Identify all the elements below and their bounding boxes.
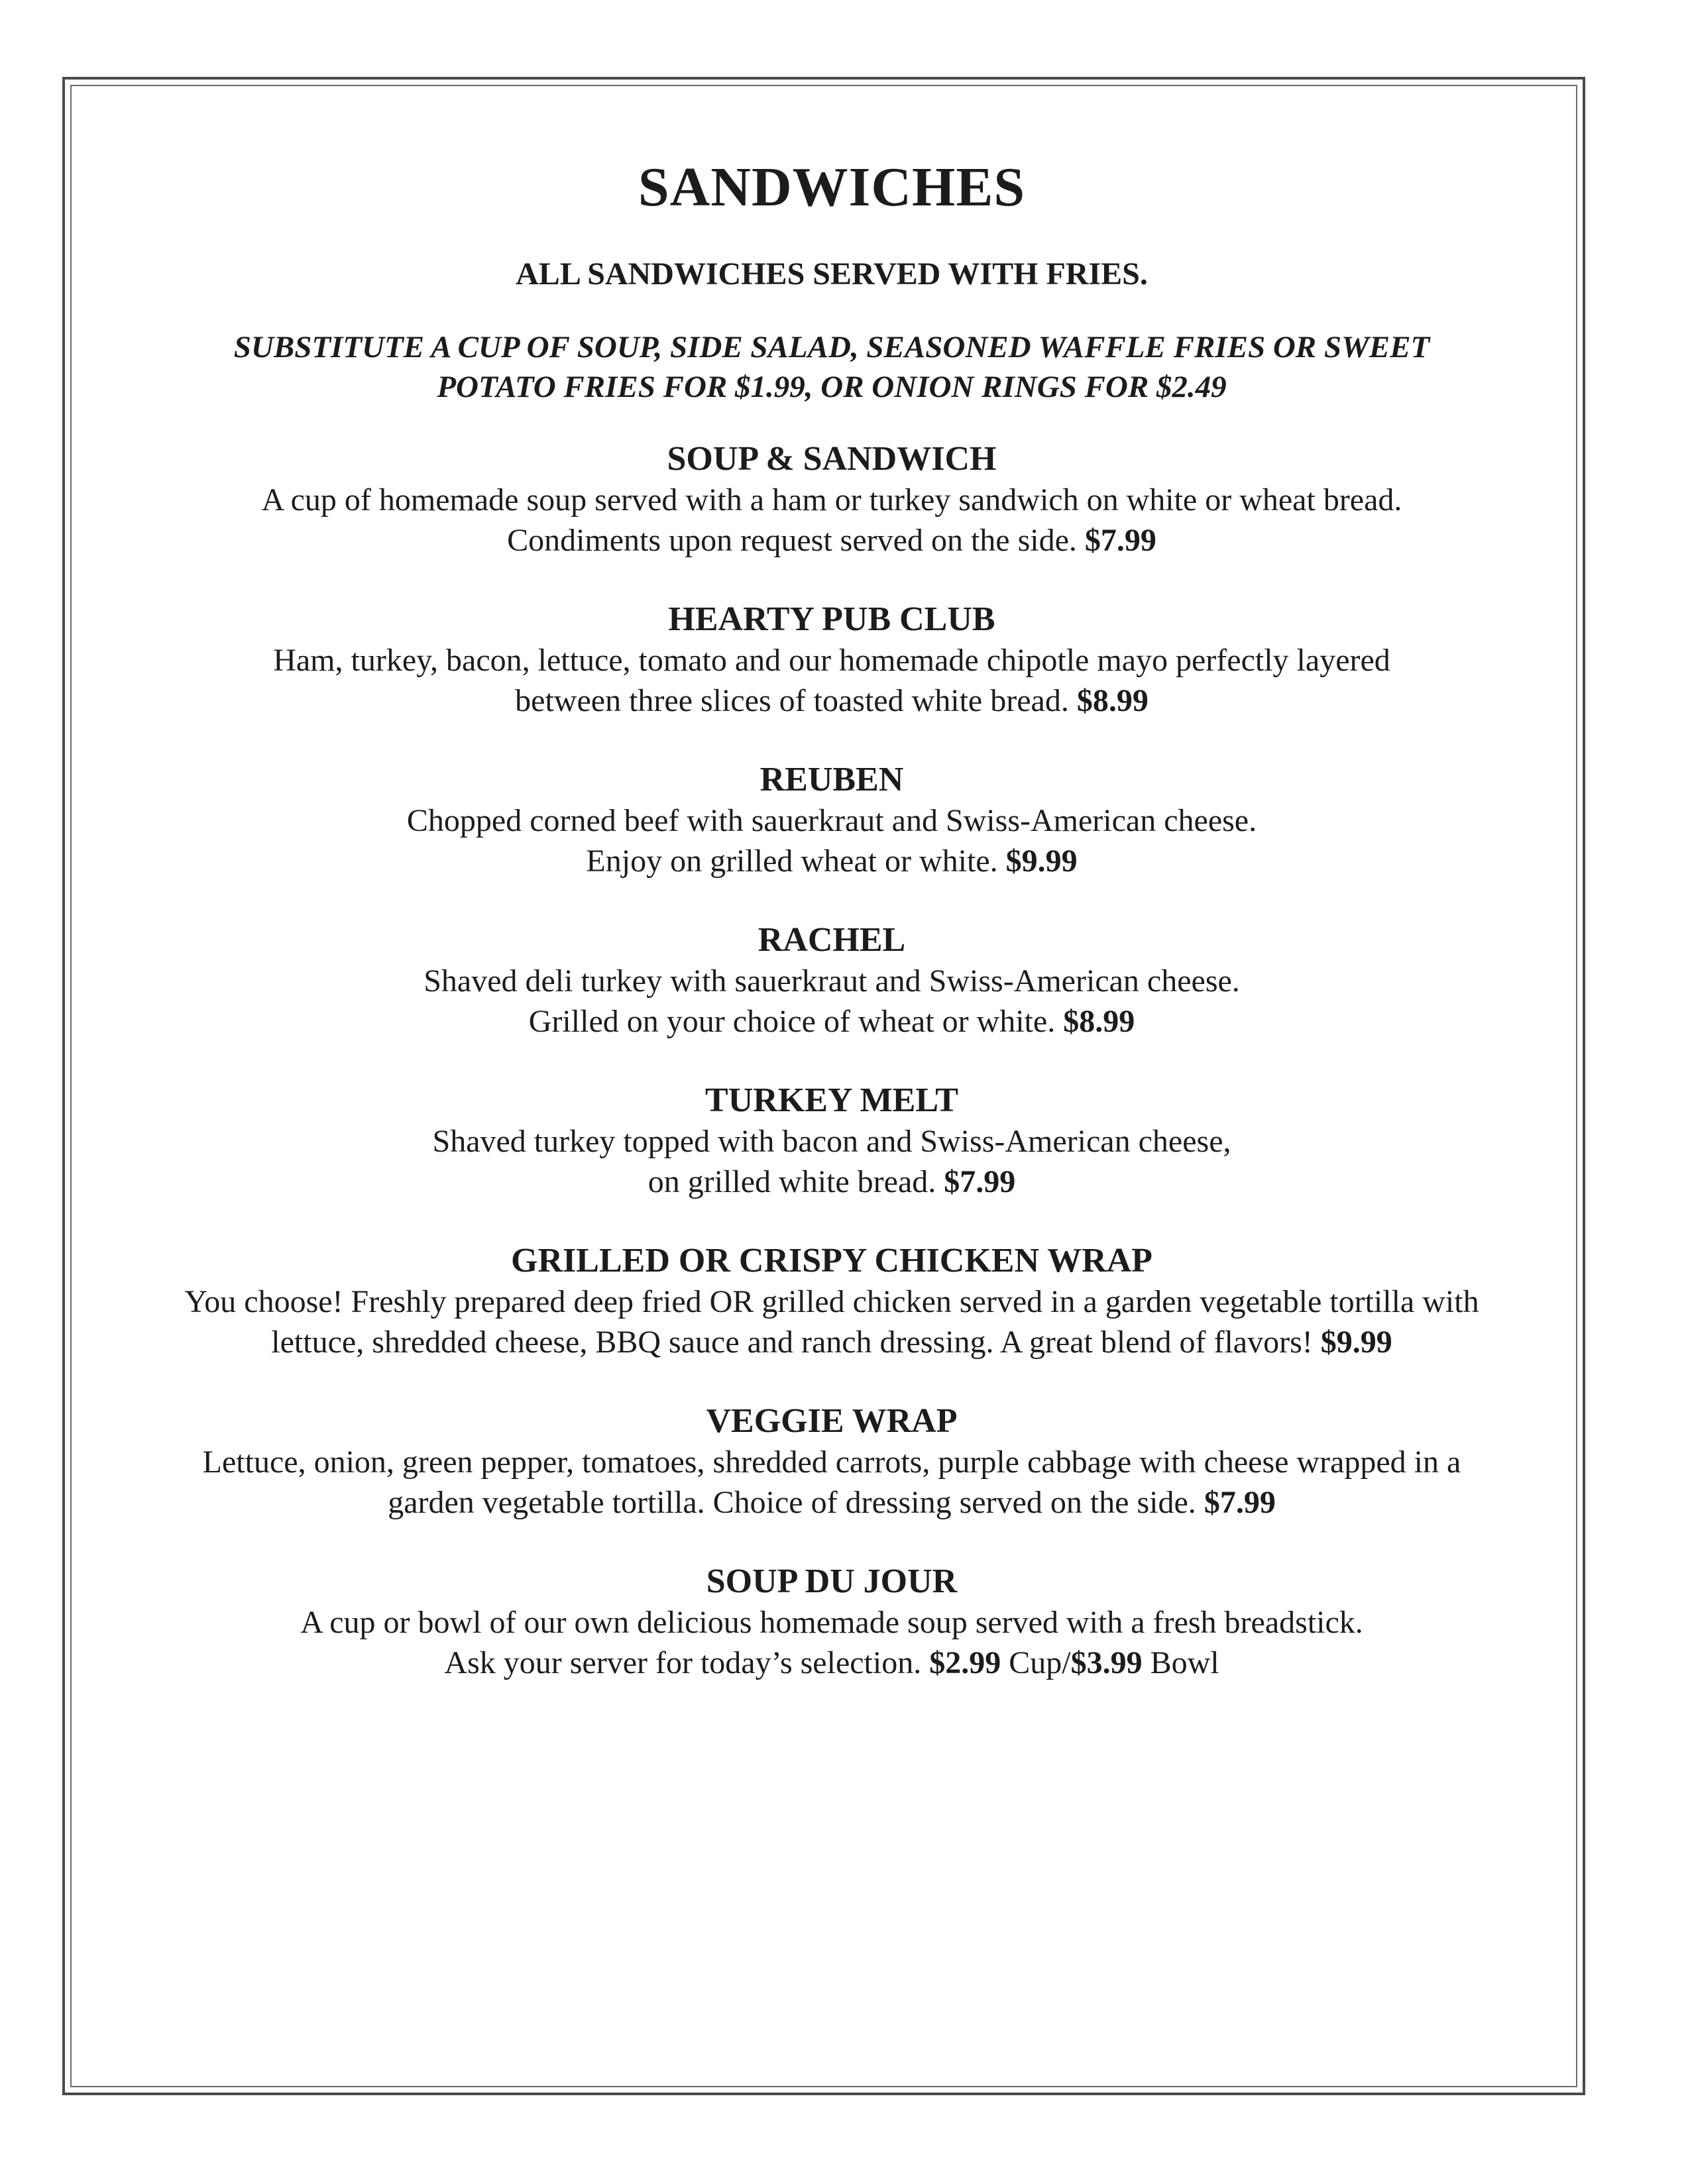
- item-price: $7.99: [1084, 523, 1156, 558]
- item-price: $7.99: [1204, 1485, 1276, 1520]
- menu-item-hearty-pub-club: [99, 599, 1564, 721]
- item-name: TURKEY MELT: [705, 1081, 958, 1119]
- item-description: [99, 800, 1564, 881]
- menu-item-reuben: [99, 759, 1564, 881]
- item-description-line1: You choose! Freshly prepared deep fried OR grilled chicken served in a garden vegetable tortilla with: [184, 1284, 1479, 1319]
- bowl-label: Bowl: [1142, 1645, 1219, 1680]
- item-description-line2: Enjoy on grilled wheat or white.: [586, 844, 1006, 879]
- item-description-line2: garden vegetable tortilla. Choice of dressing served on the side.: [388, 1485, 1204, 1520]
- item-description-line1: Ham, turkey, bacon, lettuce, tomato and our homemade chipotle mayo perfectly layered: [273, 643, 1390, 678]
- cup-label: Cup/: [1001, 1645, 1071, 1680]
- item-price: $7.99: [944, 1164, 1016, 1199]
- item-description-line1: A cup of homemade soup served with a ham or turkey sandwich on white or wheat bread.: [261, 482, 1402, 518]
- item-name: SOUP & SANDWICH: [667, 440, 997, 478]
- item-price: $8.99: [1063, 1004, 1135, 1039]
- menu-item-chicken-wrap: [99, 1240, 1564, 1362]
- item-description-line1: Shaved turkey topped with bacon and Swiss-American cheese,: [432, 1124, 1231, 1159]
- menu-item-turkey-melt: [99, 1080, 1564, 1202]
- menu-title: SANDWICHES: [638, 156, 1026, 218]
- item-name: GRILLED OR CRISPY CHICKEN WRAP: [511, 1242, 1152, 1280]
- substitution-note-line2: POTATO FRIES FOR $1.99, OR ONION RINGS FOR $2.49: [437, 370, 1227, 404]
- item-price-bowl: $3.99: [1070, 1645, 1143, 1680]
- menu-item-rachel: [99, 920, 1564, 1042]
- item-name: VEGGIE WRAP: [706, 1402, 958, 1440]
- item-description: [99, 1282, 1564, 1362]
- menu-subtitle: ALL SANDWICHES SERVED WITH FRIES.: [516, 256, 1148, 292]
- item-description-line2: Grilled on your choice of wheat or white.: [528, 1004, 1064, 1039]
- menu-items: [99, 439, 1564, 1683]
- item-description-line2: between three slices of toasted white bread.: [515, 683, 1077, 718]
- item-description: [99, 961, 1564, 1042]
- item-description: [99, 1442, 1564, 1523]
- item-description: [99, 480, 1564, 561]
- item-name: HEARTY PUB CLUB: [668, 600, 995, 638]
- item-description-line2: on grilled white bread.: [647, 1164, 944, 1199]
- item-description: [99, 640, 1564, 721]
- item-description-line2: Ask your server for today’s selection.: [444, 1645, 930, 1680]
- item-description-line1: Lettuce, onion, green pepper, tomatoes, shredded carrots, purple cabbage with cheese wrapped in a: [202, 1445, 1461, 1480]
- item-name: REUBEN: [759, 761, 904, 798]
- item-price: $9.99: [1320, 1325, 1392, 1360]
- item-name: RACHEL: [758, 921, 906, 959]
- substitution-note: [99, 327, 1564, 407]
- item-name: SOUP DU JOUR: [706, 1562, 958, 1600]
- item-price: $9.99: [1005, 844, 1078, 879]
- menu-item-soup-sandwich: [99, 439, 1564, 561]
- item-description-line1: Chopped corned beef with sauerkraut and Swiss-American cheese.: [406, 803, 1257, 838]
- menu-content: [99, 151, 1564, 1721]
- item-description-line1: A cup or bowl of our own delicious homemade soup served with a fresh breadstick.: [300, 1605, 1363, 1640]
- substitution-note-line1: SUBSTITUTE A CUP OF SOUP, SIDE SALAD, SEASONED WAFFLE FRIES OR SWEET: [233, 330, 1430, 364]
- menu-item-soup-du-jour: [99, 1561, 1564, 1683]
- item-price-cup: $2.99: [929, 1645, 1001, 1680]
- item-description-line2: Condiments upon request served on the side.: [507, 523, 1085, 558]
- item-description: [99, 1121, 1564, 1202]
- item-description-line1: Shaved deli turkey with sauerkraut and Swiss-American cheese.: [423, 963, 1240, 999]
- menu-item-veggie-wrap: [99, 1401, 1564, 1523]
- item-description-line2: lettuce, shredded cheese, BBQ sauce and ranch dressing. A great blend of flavors!: [271, 1325, 1321, 1360]
- item-price: $8.99: [1076, 683, 1149, 718]
- item-description: [99, 1602, 1564, 1683]
